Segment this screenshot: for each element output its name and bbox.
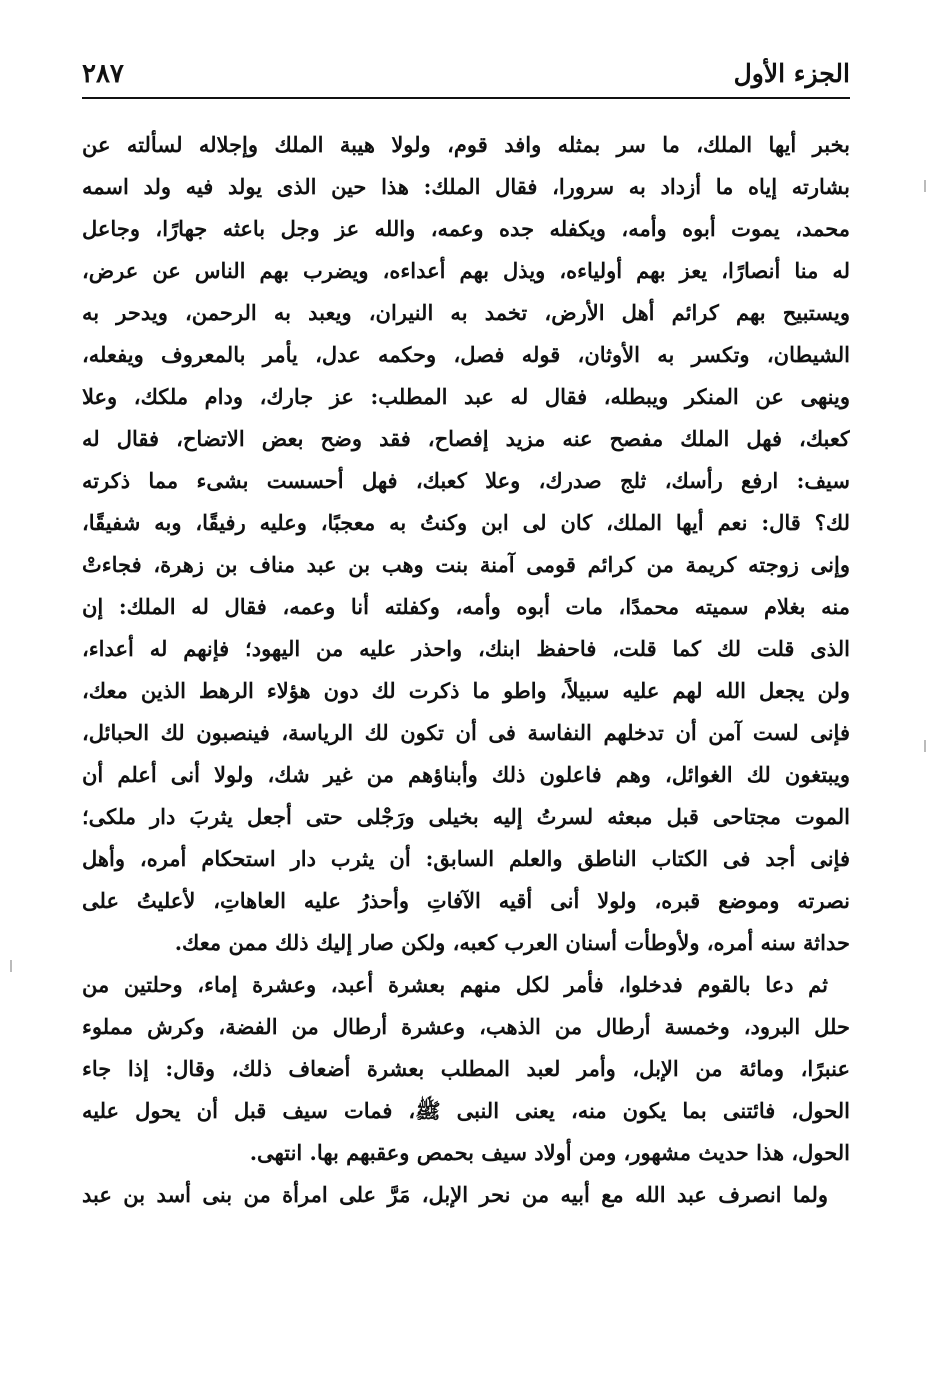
page-number: ٢٨٧: [82, 59, 124, 89]
text-line: فإنى أجد فى الكتاب الناطق والعلم السابق: أن يثرب دار استحكام أمره، وأهل: [82, 846, 850, 871]
text-line: الذى قلت لك كما قلت، فاحفظ ابنك، واحذر عليه من اليهود؛ فإنهم له أعداء،: [82, 636, 850, 661]
text-line: ويبتغون لك الغوائل، وهم فاعلون ذلك وأبناؤهم من غير شك، ولولا أنى أعلم أن: [82, 762, 850, 787]
text-line: بشارته إياه ما أزداد به سرورا، فقال الملك: هذا حين الذى يولد فيه ولد اسمه: [82, 174, 850, 199]
scan-margin-mark: [924, 180, 926, 192]
header-rule: [82, 97, 850, 99]
running-title: الجزء الأول: [733, 59, 850, 88]
text-line: بخبر أيها الملك، ما سر بمثله وافد قوم، ولولا هيبة الملك وإجلاله لسألته عن: [82, 132, 850, 157]
text-line: الحول، فائتنى بما يكون منه، يعنى النبى ﷺ، فمات سيف قبل أن يحول عليه: [82, 1098, 850, 1123]
text-line: ولما انصرف عبد الله مع أبيه من نحر الإبل، مَرَّ على امرأة من بنى أسد بن عبد: [82, 1182, 828, 1207]
text-line: الحول، هذا حديث مشهور، ومن أولاد سيف بحمص وعقبهم بها. انتهى.: [249, 1140, 850, 1165]
text-line: سيف: ارفع رأسك، ثلج صدرك، وعلا كعبك، فهل أحسست بشىء مما ذكرته: [82, 468, 850, 493]
text-line: وينهى عن المنكر ويبطله، فقال له عبد المطلب: عز جارك، ودام ملكك، وعلا: [82, 384, 850, 409]
text-line: ويستبيح بهم كرائم أهل الأرض، تخمد به النيران، ويعبد به الرحمن، ويدحر به: [82, 300, 850, 325]
text-line: لك؟ قال: نعم أيها الملك، كان لى ابن وكنتُ به معجبًا، وعليه رفيقًا، وبه شفيقًا،: [82, 510, 850, 535]
text-line: نصرته وموضع قبره، ولولا أنى أقيه الآفاتِ وأحذرُ عليه العاهاتِ، لأعليتُ على: [82, 888, 850, 913]
text-line: حداثة سنه أمره، ولأوطأت أسنان العرب كعبه، ولكن صار إليك ذلك ممن معك.: [174, 930, 850, 955]
text-line: فإنى لست آمن أن تدخلهم النفاسة فى أن تكون لك الرياسة، فينصبون لك الحبائل،: [82, 720, 850, 745]
text-line: ولن يجعل الله لهم عليه سبيلاً، واطو ما ذكرت لك دون هؤلاء الرهط الذين معك،: [82, 678, 850, 703]
text-line: محمد، يموت أبوه وأمه، ويكفله جده وعمه، والله عز وجل باعثه جهارًا، وجاعل: [82, 216, 850, 241]
text-line: ثم دعا بالقوم فدخلوا، فأمر لكل منهم بعشرة أعبد، وعشرة إماء، وحلتين من: [82, 972, 828, 997]
text-line: حلل البرود، وخمسة أرطال من الذهب، وعشرة أرطال من الفضة، وكرش مملوء: [82, 1014, 850, 1039]
page-header: [82, 52, 850, 96]
body-text: [82, 124, 850, 1216]
text-line: الشيطان، وتكسر به الأوثان، قوله فصل، وحكمه عدل، يأمر بالمعروف ويفعله،: [82, 342, 850, 367]
text-line: له منا أنصارًا، يعز بهم أولياءه، ويذل بهم أعداءه، ويضرب بهم الناس عن عرض،: [82, 258, 850, 283]
text-line: الموت مجتاحى قبل مبعثه لسرتُ إليه بخيلى ورَجْلى حتى أجعل يثربَ دار ملكى؛: [82, 804, 850, 829]
scan-margin-mark: [924, 740, 926, 752]
text-line: عنبرًا، ومائة من الإبل، وأمر لعبد المطلب بعشرة أضعاف ذلك، وقال: إذا جاء: [82, 1056, 850, 1081]
text-line: وإنى زوجته كريمة من كرائم قومى آمنة بنت وهب بن عبد مناف بن زهرة، فجاءتْ: [82, 552, 850, 577]
scan-margin-mark: [10, 960, 12, 972]
text-line: منه بغلام سميته محمدًا، مات أبوه وأمه، وكفلته أنا وعمه، فقال له الملك: إن: [82, 594, 850, 619]
text-line: كعبك، فهل الملك مفصح عنه مزيد إفصاح، فقد وضح بعض الاتضاح، فقال له: [82, 426, 850, 451]
